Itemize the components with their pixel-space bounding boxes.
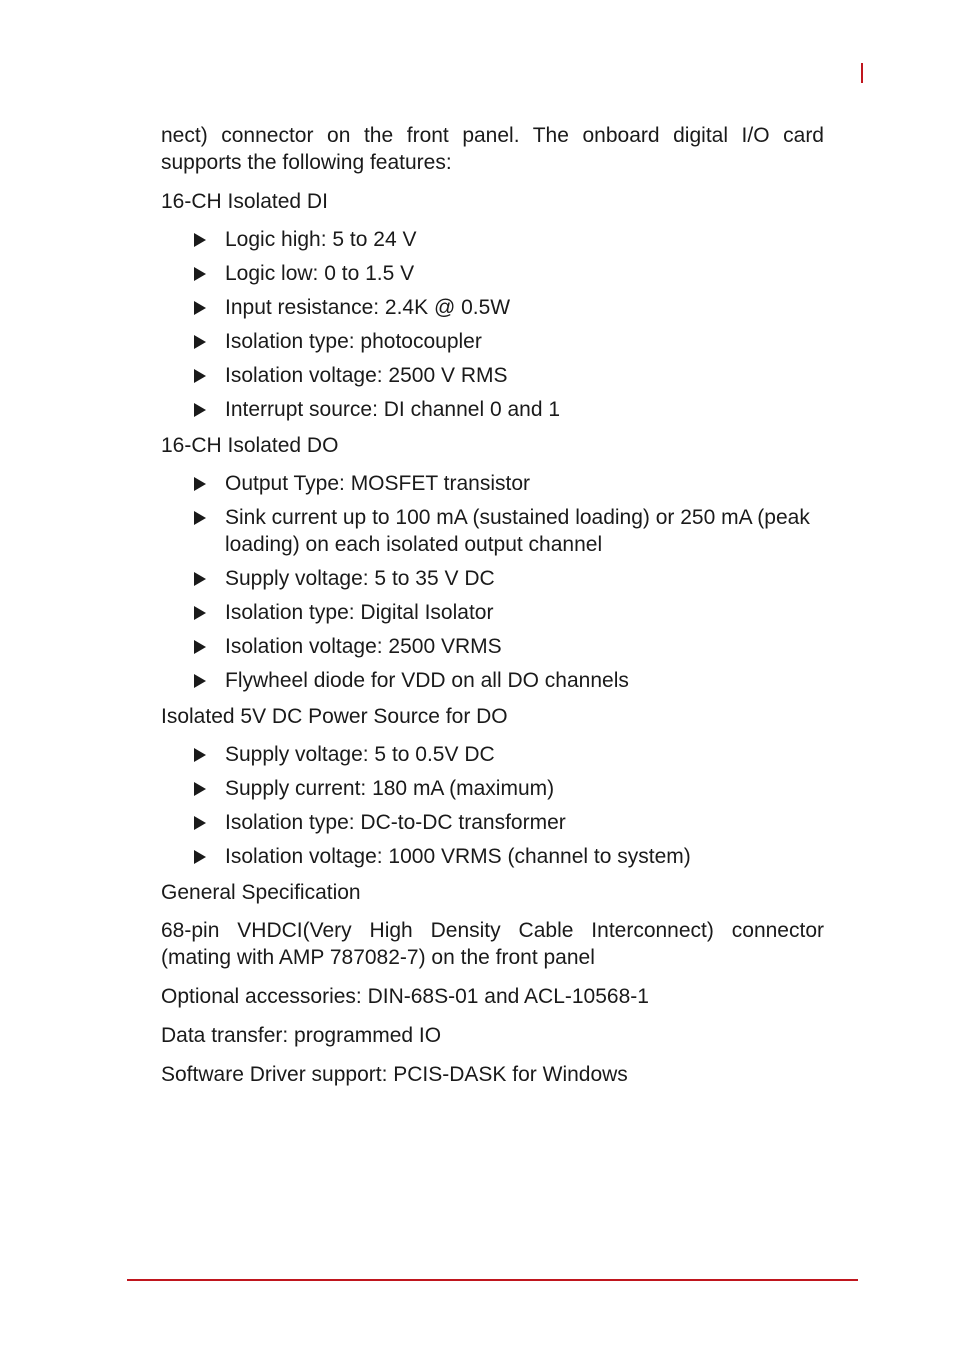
list-item-text: Supply voltage: 5 to 0.5V DC	[225, 743, 495, 766]
triangle-bullet-icon	[194, 403, 206, 417]
list-item	[161, 565, 824, 592]
connector-spec: 68-pin VHDCI(Very High Density Cable Interconnect) connector (mating with AMP 787082-7) on the front panel	[161, 919, 824, 969]
list-item-text: Flywheel diode for VDD on all DO channels	[225, 669, 629, 692]
triangle-bullet-icon	[194, 369, 206, 383]
triangle-bullet-icon	[194, 572, 206, 586]
triangle-bullet-icon	[194, 674, 206, 688]
footer-rule	[127, 1279, 858, 1281]
list-item	[161, 599, 824, 626]
triangle-bullet-icon	[194, 748, 206, 762]
list-item	[161, 294, 824, 321]
accessories-spec: Optional accessories: DIN-68S-01 and ACL-10568-1	[161, 985, 649, 1008]
list-item	[161, 362, 824, 389]
list-item	[161, 809, 824, 836]
triangle-bullet-icon	[194, 606, 206, 620]
list-item	[161, 633, 824, 660]
list-item	[161, 328, 824, 355]
triangle-bullet-icon	[194, 301, 206, 315]
triangle-bullet-icon	[194, 782, 206, 796]
list-item-text: Isolation type: photocoupler	[225, 330, 482, 353]
header-marker	[861, 63, 863, 83]
list-item	[161, 470, 824, 497]
list-item	[161, 226, 824, 253]
list-item-text: Supply voltage: 5 to 35 V DC	[225, 567, 495, 590]
triangle-bullet-icon	[194, 477, 206, 491]
triangle-bullet-icon	[194, 640, 206, 654]
list-item-text: Interrupt source: DI channel 0 and 1	[225, 398, 561, 421]
do-feature-list	[161, 470, 824, 694]
list-item	[161, 741, 824, 768]
triangle-bullet-icon	[194, 335, 206, 349]
section-heading-do: 16-CH Isolated DO	[161, 434, 339, 457]
list-item-text: Sink current up to 100 mA (sustained loading) or 250 mA (peak loading) on each isolated output channel	[225, 506, 810, 556]
triangle-bullet-icon	[194, 267, 206, 281]
section-heading-power: Isolated 5V DC Power Source for DO	[161, 705, 508, 728]
list-item-text: Isolation type: DC-to-DC transformer	[225, 811, 566, 834]
list-item	[161, 843, 824, 870]
triangle-bullet-icon	[194, 233, 206, 247]
list-item	[161, 396, 824, 423]
list-item-text: Logic low: 0 to 1.5 V	[225, 262, 415, 285]
list-item-text: Isolation type: Digital Isolator	[225, 601, 494, 624]
list-item-text: Isolation voltage: 2500 V RMS	[225, 364, 508, 387]
list-item-text: Supply current: 180 mA (maximum)	[225, 777, 555, 800]
list-item-text: Isolation voltage: 1000 VRMS (channel to system)	[225, 845, 691, 868]
list-item	[161, 260, 824, 287]
list-item	[161, 667, 824, 694]
intro-paragraph: nect) connector on the front panel. The onboard digital I/O card supports the following features:	[161, 124, 824, 174]
data-transfer-spec: Data transfer: programmed IO	[161, 1024, 442, 1047]
page-content	[161, 122, 824, 1100]
triangle-bullet-icon	[194, 850, 206, 864]
triangle-bullet-icon	[194, 816, 206, 830]
section-heading-di: 16-CH Isolated DI	[161, 190, 328, 213]
list-item-text: Logic high: 5 to 24 V	[225, 228, 417, 251]
list-item	[161, 775, 824, 802]
general-spec-heading: General Specification	[161, 881, 361, 904]
list-item-text: Isolation voltage: 2500 VRMS	[225, 635, 502, 658]
triangle-bullet-icon	[194, 511, 206, 525]
list-item-text: Input resistance: 2.4K @ 0.5W	[225, 296, 511, 319]
list-item-text: Output Type: MOSFET transistor	[225, 472, 531, 495]
driver-support-spec: Software Driver support: PCIS-DASK for Windows	[161, 1063, 628, 1086]
power-feature-list	[161, 741, 824, 870]
list-item	[161, 504, 824, 558]
di-feature-list	[161, 226, 824, 423]
